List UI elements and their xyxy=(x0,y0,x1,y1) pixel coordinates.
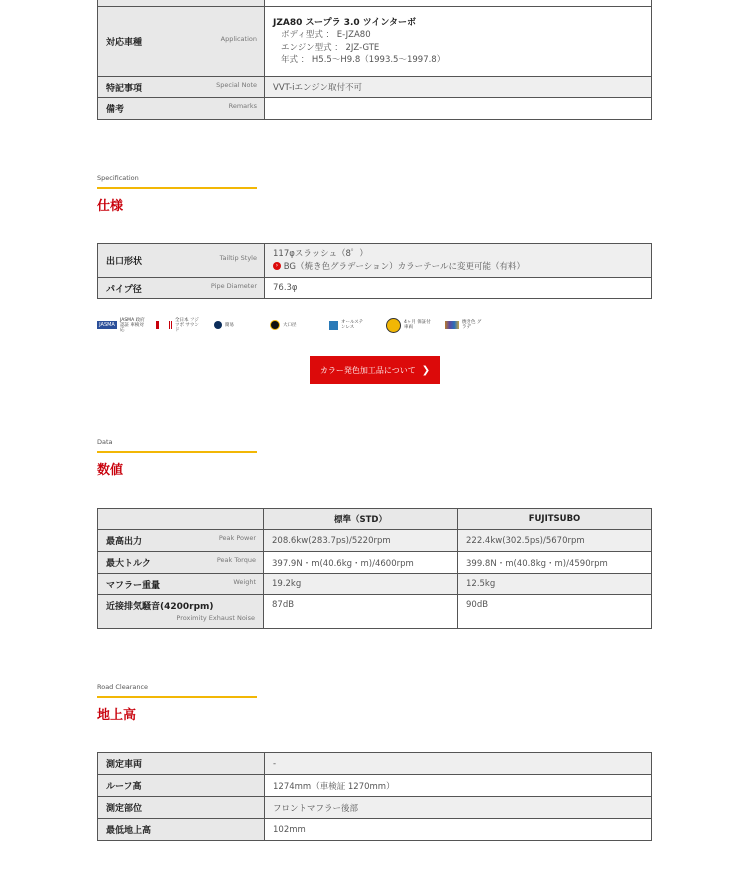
min-clearance-value: 102mm xyxy=(265,819,652,841)
weight-label: マフラー重量 Weight xyxy=(98,574,264,595)
spec-heading-bar xyxy=(97,187,257,189)
color-finish-button[interactable]: カラー発色加工品について ❯ xyxy=(310,356,440,384)
pipe-diameter-value: 76.3φ xyxy=(265,278,652,299)
clearance-heading-bar xyxy=(97,696,257,698)
spec-heading-en: Specification xyxy=(97,174,139,182)
header-blank xyxy=(98,509,264,530)
measure-point-value: フロントマフラー後部 xyxy=(265,797,652,819)
sound-icon: 全日本 フジツボ サウンド xyxy=(156,314,201,336)
measure-point-label: 測定部位 xyxy=(98,797,265,819)
remarks-label: 備考 Remarks xyxy=(98,98,265,120)
data-heading-bar xyxy=(97,451,257,453)
application-label: 対応車種 Application xyxy=(98,7,265,77)
header-std: 標準（STD） xyxy=(264,509,458,530)
clearance-table xyxy=(97,752,652,841)
noise-fujitsubo: 90dB xyxy=(458,595,652,629)
min-clearance-label: 最低地上高 xyxy=(98,819,265,841)
performance-table xyxy=(97,508,652,629)
spec-table xyxy=(97,243,652,299)
roof-height-value: 1274mm（車検証 1270mm） xyxy=(265,775,652,797)
feature-icons xyxy=(97,314,517,336)
data-heading-en: Data xyxy=(97,438,113,446)
header-fujitsubo: FUJITSUBO xyxy=(458,509,652,530)
warranty-icon: 4ヶ月 保証付 車両 xyxy=(386,314,434,336)
application-value: JZA80 スープラ 3.0 ツインターボ ボディ型式 ： E-JZA80 エンジン型式 ： 2JZ-GTE 年式 ： H5.5～H9.8（1993.5～1997.8） xyxy=(265,7,652,77)
special-note-value: VVT-iエンジン取付不可 xyxy=(265,77,652,98)
peak-torque-std: 397.9N・m(40.6kg・m)/4600rpm xyxy=(264,552,458,574)
noise-std: 87dB xyxy=(264,595,458,629)
steel-icon: オールステンレス xyxy=(329,314,365,336)
peak-power-std: 208.6kw(283.7ps)/5220rpm xyxy=(264,530,458,552)
tail-icon: 大口径 xyxy=(270,314,297,336)
special-note-label: 特記事項 Special Note xyxy=(98,77,265,98)
clearance-heading: 地上高 xyxy=(97,708,137,723)
chevron-right-icon: ❯ xyxy=(421,364,431,376)
peak-torque-fujitsubo: 399.8N・m(40.8kg・m)/4590rpm xyxy=(458,552,652,574)
peak-power-fujitsubo: 222.4kw(302.5ps)/5670rpm xyxy=(458,530,652,552)
clearance-heading-en: Road Clearance xyxy=(97,683,149,691)
peak-power-label: 最高出力 Peak Power xyxy=(98,530,264,552)
noise-label: 近接排気騒音(4200rpm) Proximity Exhaust Noise xyxy=(98,595,264,629)
vehicle-value: - xyxy=(265,753,652,775)
remarks-value xyxy=(265,98,652,120)
jasma-icon: JASMA JASMA 政府認証 車検対応 xyxy=(97,314,146,336)
stainless-icon: 簡易 xyxy=(214,314,234,336)
tailtip-value: 117φスラッシュ（8゜） › BG（焼き色グラデーション）カラーテールに変更可能（有料） xyxy=(265,244,652,278)
vehicle-label: 測定車両 xyxy=(98,753,265,775)
spec-heading: 仕様 xyxy=(97,199,124,214)
tailtip-label: 出口形状 Tailtip Style xyxy=(98,244,265,278)
arrow-circle-icon: › xyxy=(273,262,281,270)
fitment-table xyxy=(97,0,652,120)
roof-height-label: ルーフ高 xyxy=(98,775,265,797)
peak-torque-label: 最大トルク Peak Torque xyxy=(98,552,264,574)
pipe-diameter-label: パイプ径 Pipe Diameter xyxy=(98,278,265,299)
data-heading: 数値 xyxy=(97,463,124,478)
color-icon: 焼き色 グラデ xyxy=(445,314,482,336)
weight-fujitsubo: 12.5kg xyxy=(458,574,652,595)
weight-std: 19.2kg xyxy=(264,574,458,595)
